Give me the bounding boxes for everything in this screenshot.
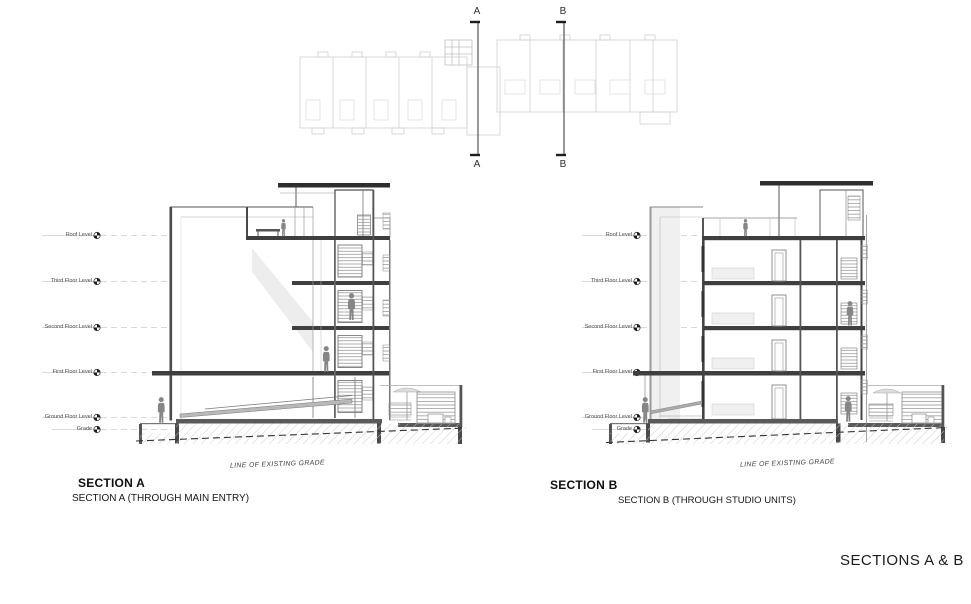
level-label-third-a: Third Floor Level (50, 277, 92, 284)
person-figure (743, 219, 747, 236)
level-label-ground-a: Ground Floor Level (44, 413, 92, 420)
level-label-grade-b: Grade (616, 425, 632, 432)
level-label-second-a: Second Floor Level (44, 323, 92, 330)
section-a-title: SECTION A (78, 476, 146, 490)
cut-marker-b-top: B (559, 6, 567, 17)
level-label-roof-a: Roof Level (65, 231, 92, 238)
sheet-title: SECTIONS A & B (840, 552, 964, 569)
section-a-subtitle: SECTION A (THROUGH MAIN ENTRY) (72, 493, 250, 504)
level-label-second-b: Second Floor Level (584, 323, 632, 330)
section-cut-lines (470, 22, 566, 156)
level-label-third-b: Third Floor Level (590, 277, 632, 284)
roof-canopy-a (278, 183, 390, 188)
level-label-first-a: First Floor Level (52, 368, 92, 375)
section-b-subtitle: SECTION B (THROUGH STUDIO UNITS) (618, 495, 796, 506)
earth-hatch-b (610, 424, 944, 445)
exterior-patio-b (866, 385, 944, 427)
left-wall-a (170, 207, 173, 421)
level-label-ground-b: Ground Floor Level (584, 413, 632, 420)
umbrella (393, 388, 421, 392)
exterior-patio-a (380, 385, 462, 427)
section-a-drawing (136, 183, 466, 444)
earth-hatch-a (140, 424, 462, 445)
cut-marker-a-bottom: A (473, 159, 481, 170)
umbrella (873, 389, 901, 393)
cut-marker-a-top: A (473, 6, 481, 17)
section-b-title: SECTION B (550, 478, 618, 492)
grade-note-a: LINE OF EXISTING GRADE (229, 459, 326, 470)
floor-plan-faded (300, 35, 677, 135)
level-label-roof-b: Roof Level (605, 231, 632, 238)
terrace-bench (256, 229, 280, 236)
person-figure (158, 397, 165, 423)
roof-canopy-b (760, 181, 873, 186)
atrium-shadow (252, 248, 313, 352)
entry-ramp-a (180, 396, 352, 418)
level-lines-a (42, 232, 172, 432)
level-lines-b (582, 232, 700, 432)
studio-rooms (702, 246, 787, 419)
level-label-grade-a: Grade (76, 425, 92, 432)
cut-marker-b-bottom: B (559, 159, 567, 170)
section-b-drawing (606, 181, 947, 444)
person-figure (323, 346, 330, 372)
level-label-first-b: First Floor Level (592, 368, 632, 375)
grade-note-b: LINE OF EXISTING GRADE (739, 458, 836, 469)
person-figure (281, 219, 285, 236)
